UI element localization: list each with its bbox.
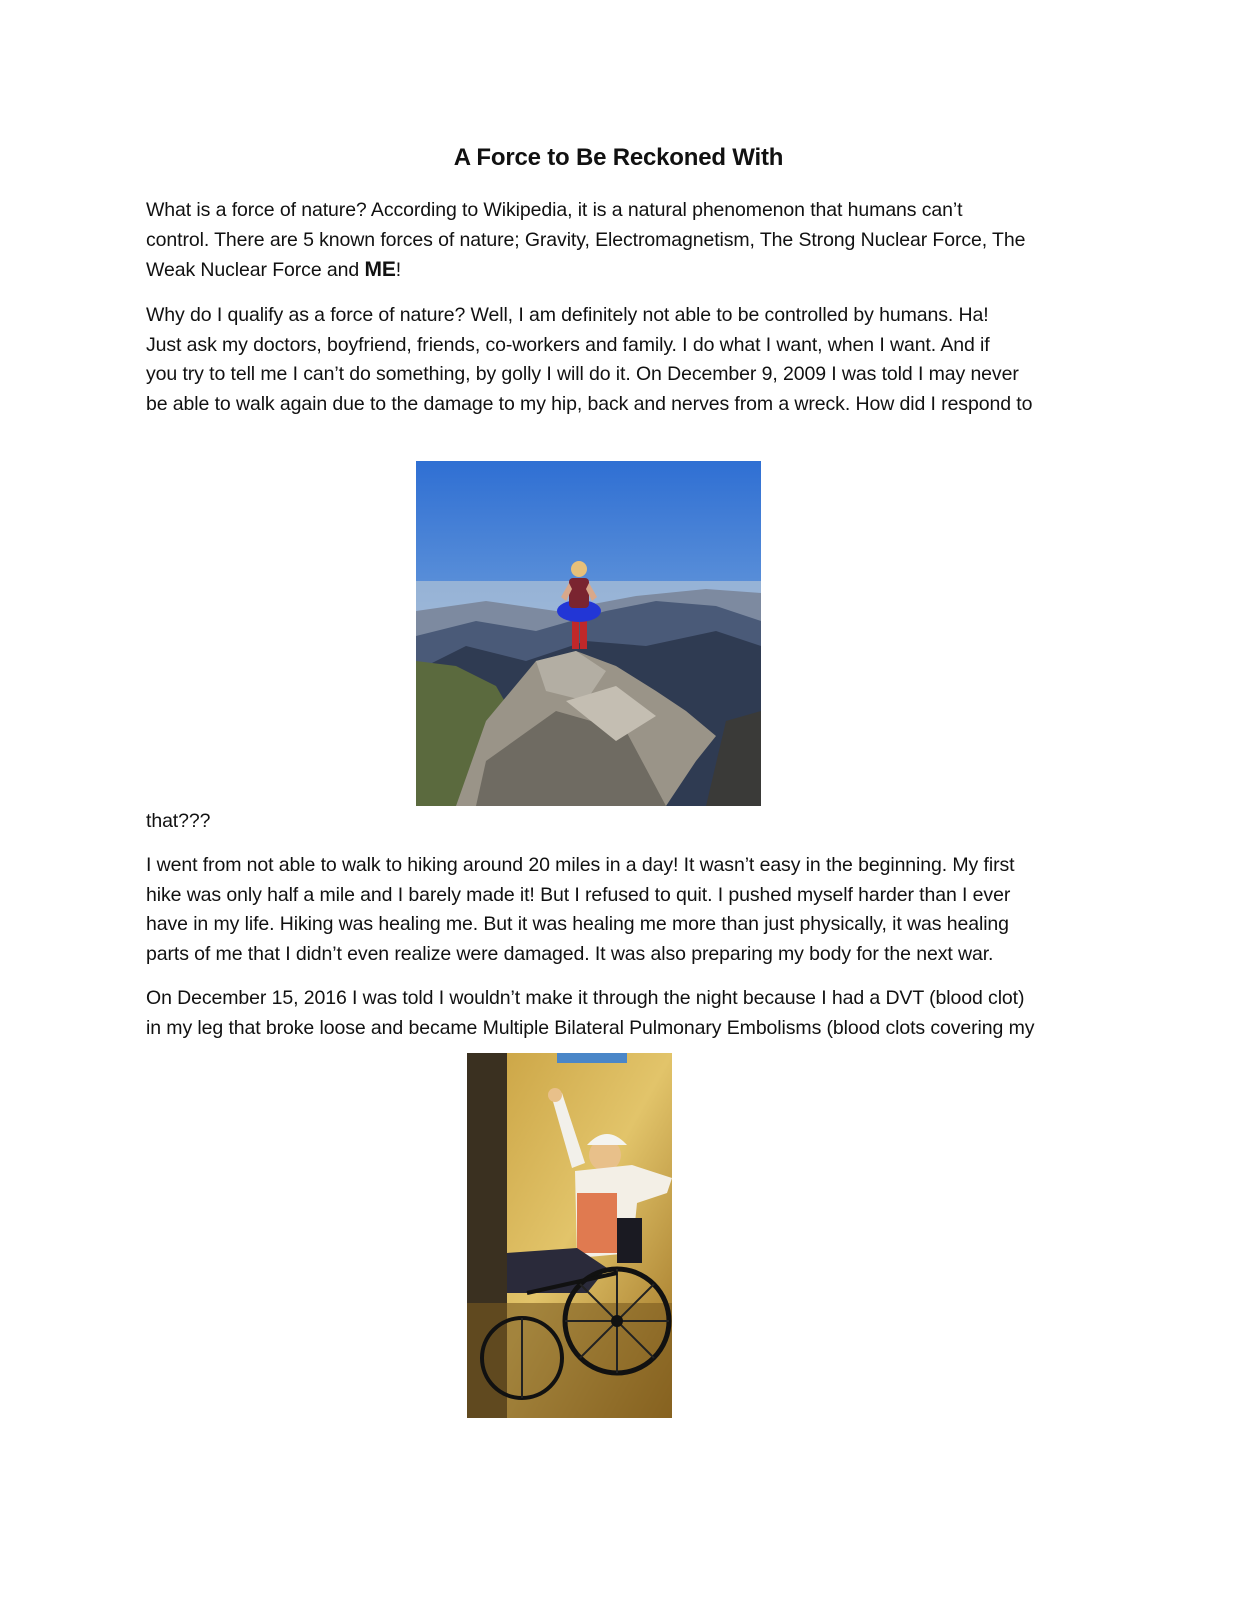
paragraph-4-line-2: in my leg that broke loose and became Multiple Bilateral Pulmonary Embolisms (blood clots covering my [146, 1016, 1035, 1039]
paragraph-2-line-2: Just ask my doctors, boyfriend, friends, co-workers and family. I do what I want, when I want. And if [146, 333, 990, 356]
paragraph-3 [146, 851, 1091, 969]
wheelchair-photo [467, 1053, 672, 1418]
paragraph-1 [146, 196, 1091, 286]
paragraph-3-line-4: parts of me that I didn’t even realize were damaged. It was also preparing my body for the next war. [146, 942, 994, 965]
paragraph-2-line-4: be able to walk again due to the damage to my hip, back and nerves from a wreck. How did I respond to [146, 392, 1033, 415]
emphasis-me: ME [364, 258, 396, 281]
mountain-summit-photo [416, 461, 761, 806]
paragraph-1-line-3-prefix: Weak Nuclear Force and [146, 259, 365, 281]
paragraph-3-line-1: I went from not able to walk to hiking around 20 miles in a day! It wasn’t easy in the beginning. My first [146, 854, 1015, 876]
paragraph-3-line-2: hike was only half a mile and I barely made it! But I refused to quit. I pushed myself harder than I ever [146, 883, 1011, 906]
document-title: A Force to Be Reckoned With [453, 144, 784, 171]
paragraph-1-line-3-suffix: ! [395, 259, 402, 281]
paragraph-2-continuation: that??? [146, 810, 211, 832]
paragraph-1-line-1: What is a force of nature? According to Wikipedia, it is a natural phenomenon that humans can’t [146, 199, 963, 221]
paragraph-3-line-3: have in my life. Hiking was healing me. But it was healing me more than just physically, it was healing [146, 913, 1009, 935]
wheelchair-illustration [467, 1053, 672, 1418]
mountain-summit-illustration [416, 461, 761, 806]
paragraph-4-line-1: On December 15, 2016 I was told I wouldn’t make it through the night because I had a DVT (blood clot) [146, 987, 1025, 1009]
paragraph-2-line-1: Why do I qualify as a force of nature? Well, I am definitely not able to be controlled by humans. Ha! [146, 304, 989, 326]
paragraph-2 [146, 301, 1091, 419]
paragraph-2-line-3: you try to tell me I can’t do something, by golly I will do it. On December 9, 2009 I was told I may never [146, 363, 1019, 385]
paragraph-1-line-3 [146, 255, 1091, 286]
paragraph-1-line-2: control. There are 5 known forces of nature; Gravity, Electromagnetism, The Strong Nuclear Force, The [146, 228, 1026, 251]
paragraph-4 [146, 984, 1091, 1043]
